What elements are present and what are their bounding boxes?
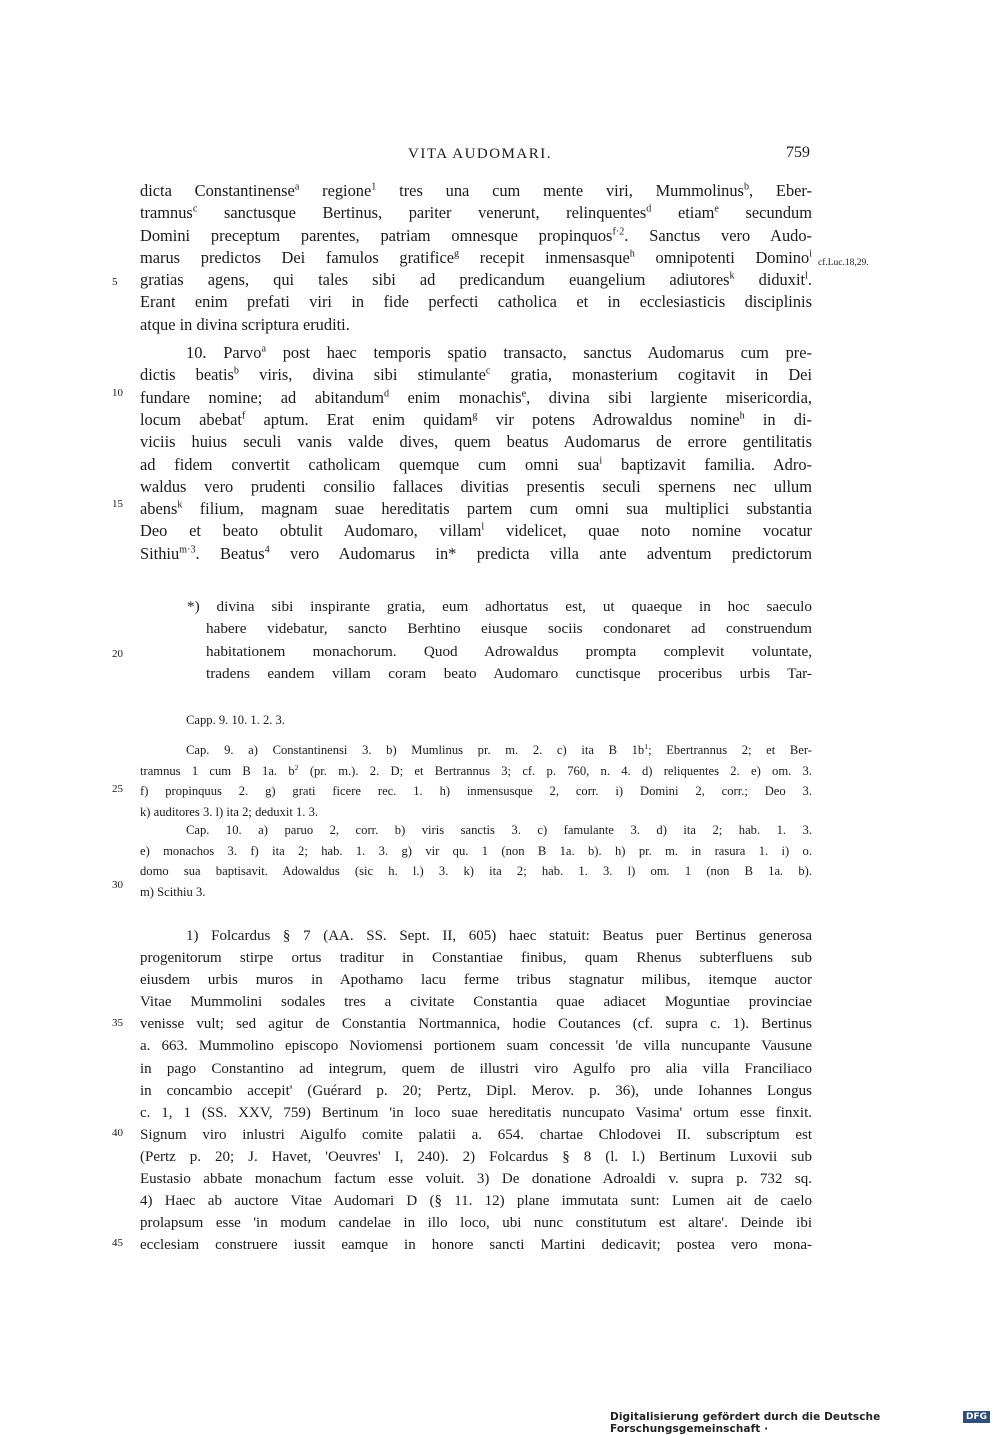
line-number: 25 [112, 783, 123, 795]
text-line: Domini preceptum parentes, patriam omnesque propinquos$^{f\cdot 2}$. Sanctus vero Audo- [140, 225, 812, 245]
text-line: 10. Parvo$^a$ post haec temporis spatio transacto, sanctus Audomarus cum pre- [186, 343, 812, 363]
text-line: progenitorum stirpe ortus traditur in Constantiae finibus, quam Rhenus subterfluens sub [140, 950, 812, 967]
text-line: venisse vult; sed agitur de Constantia Nortmannica, hodie Coutances (cf. supra c. 1). Bertinus [140, 1016, 812, 1033]
text-line: Cap. 9. a) Constantinensi 3. b) Mumlinus pr. m. 2. c) ita B $1b^1$; Ebertrannus 2; et Ber- [186, 741, 813, 757]
line-number: 40 [112, 1127, 123, 1139]
text-line: f) propinquus 2. g) grati ficere rec. 1. h) inmensusque 2, corr. i) Domini 2, corr.; Deo 3. [140, 784, 812, 799]
alternate-version [187, 596, 812, 685]
text-line: Sithiu$^{m\cdot 3}$. Beatus$^4$ vero Audomarus in* predicta villa ante adventum predictorum [140, 543, 813, 563]
main-text [140, 180, 812, 565]
digitization-credit: Digitalisierung gefördert durch die Deutsche Forschungsgemeinschaft · [610, 1411, 881, 1435]
line-number: 35 [112, 1017, 123, 1029]
text-line: tramnus 1 cum B 1a. $b^2$ (pr. m.). 2. D; et Bertrannus 3; cf. p. 760, n. 4. d) reliquentes 2. e) om. 3. [140, 762, 812, 778]
text-line: dictis beatis$^b$ viris, divina sibi stimulante$^c$ gratia, monasterium cogitavit in Dei [140, 365, 813, 385]
text-line: fundare nomine; ad abitandum$^d$ enim monachis$^e$, divina sibi largiente misericordia, [140, 387, 812, 407]
text-line: k) auditores 3. l) ita 2; deduxit 1. 3. [140, 804, 319, 819]
text-line: Cap. 10. a) paruo 2, corr. b) viris sanctis 3. c) famulante 3. d) ita 2; hab. 1. 3. [186, 823, 812, 837]
text-line: dicta Constantinense$^a$ regione$^1$ tres una cum mente viri, Mummolinus$^b$, Eber- [140, 181, 812, 200]
text-line: Signum viro inlustri Aigulfo comite palatii a. 654. chartae Chlodovei II. subscriptum est [140, 1126, 812, 1143]
text-line: Capp. 9. 10. 1. 2. 3. [186, 713, 285, 727]
text-line: *) divina sibi inspirante gratia, eum adhortatus est, ut quaeque in hoc saeculo [187, 598, 812, 615]
apparatus-cap10 [140, 820, 812, 902]
line-number: 45 [112, 1237, 123, 1249]
text-line: c. 1, 1 (SS. XXV, 759) Bertinum 'in loco suae hereditatis nuncupato Vasima' ortum esse finxit. [140, 1104, 812, 1121]
text-line: tradens eandem villam coram beato Audomaro cunctisque proceribus urbis Tar- [206, 664, 812, 682]
text-line: a. 663. Mummolino episcopo Noviomensi portionem suam concessit 'de villa nuncupante Vausune [140, 1038, 812, 1055]
margin-reference: cf.Luc.18,29. [818, 258, 869, 268]
text-line: Erant enim prefati viri in fide perfecti catholica et in ecclesiasticis disciplinis [140, 292, 812, 312]
text-line: Vitae Mummolini sodales tres a civitate Constantia quae adiacet Moguntiae provinciae [140, 994, 812, 1011]
line-number: 15 [112, 498, 123, 510]
text-line: abens$^k$ filium, magnam suae hereditatis partem cum omni sua multiplici substantia [140, 499, 812, 519]
text-line: atque in divina scriptura eruditi. [140, 314, 350, 334]
line-number: 30 [112, 879, 123, 891]
text-line: viciis huius seculi vanis valde dives, quem beatus Audomarus de errore gentilitatis [140, 432, 812, 452]
running-header: VITA AUDOMARI. [408, 146, 552, 162]
text-line: Deo et beato obtulit Audomaro, villam$^l$ videlicet, quae noto nomine vocatur [140, 521, 812, 541]
text-line: e) monachos 3. f) ita 2; hab. 1. 3. g) vir qu. 1 (non B 1a. b). h) pr. m. in rasura 1. i) o. [140, 843, 812, 858]
footnotes [140, 925, 812, 1256]
text-line: domo sua baptisavit. Adowaldus (sic h. l.) 3. k) ita 2; hab. 1. 3. l) om. 1 (non B 1a. b). [140, 864, 812, 879]
text-line: waldus vero prudenti consilio fallaces divitias presentis seculi spernens nec ullum [140, 476, 812, 496]
text-line: ecclesiam construere iussit eamque in honore sancti Martini dedicavit; postea vero mona- [140, 1237, 812, 1254]
text-line: Eustasio abbate monachum factum esse voluit. 3) De donatione Adroaldi v. supra p. 732 sq. [140, 1171, 812, 1188]
text-line: gratias agens, qui tales sibi ad predicandum euangelium adiutores$^k$ diduxit$^l$. [140, 270, 812, 290]
text-line: marus predictos Dei famulos gratifice$^g$ recepit inmensasque$^h$ omnipotenti Domino$^i$ [140, 247, 812, 267]
text-line: m) Scithiu 3. [140, 884, 206, 899]
line-number: 10 [112, 387, 123, 399]
text-line: habere videbatur, sancto Berhtino eiusque sociis condonaret ad construendum [206, 620, 812, 638]
apparatus-capp [140, 710, 812, 731]
text-line: habitationem monachorum. Quod Adrowaldus prompta complevit voluntate, [206, 642, 812, 660]
line-number: 20 [112, 648, 123, 660]
apparatus-cap9 [140, 740, 812, 822]
dfg-logo: DFG [963, 1411, 990, 1423]
text-line: tramnus$^c$ sanctusque Bertinus, pariter venerunt, relinquentes$^d$ etiam$^e$ secundum [140, 203, 812, 223]
page-number: 759 [786, 144, 810, 161]
text-line: eiusdem urbis muros in Apothamo lacu ferme tribus stagnatur milibus, itemque auctor [140, 972, 812, 989]
line-number: 5 [112, 276, 118, 288]
text-line: 1) Folcardus § 7 (AA. SS. Sept. II, 605) haec statuit: Beatus puer Bertinus generosa [186, 928, 812, 944]
text-line: locum abebat$^f$ aptum. Erat enim quidam$^g$ vir potens Adrowaldus nomine$^h$ in di- [140, 409, 812, 429]
text-line: in concambio accepit' (Guérard p. 20; Pertz, Dipl. Merov. p. 36), unde Iohannes Longus [140, 1082, 812, 1099]
text-line: ad fidem convertit catholicam quemque cum omni sua$^i$ baptizavit familia. Adro- [140, 454, 812, 474]
text-line: in pago Constantino ad integrum, quem de illustri viro Agulfo pro alia villa Franciliaco [140, 1060, 812, 1077]
text-line: (Pertz p. 20; J. Havet, 'Oeuvres' I, 240). 2) Folcardus § 8 (l. l.) Bertinum Luxovii sub [140, 1148, 812, 1165]
text-line: prolapsum esse 'in modum candelae in illo loco, ubi nunc constitutum est altare'. Deinde ibi [140, 1215, 812, 1232]
text-line: 4) Haec ab auctore Vitae Audomari D (§ 11. 12) plane immutata sunt: Lumen ait de caelo [140, 1193, 812, 1210]
